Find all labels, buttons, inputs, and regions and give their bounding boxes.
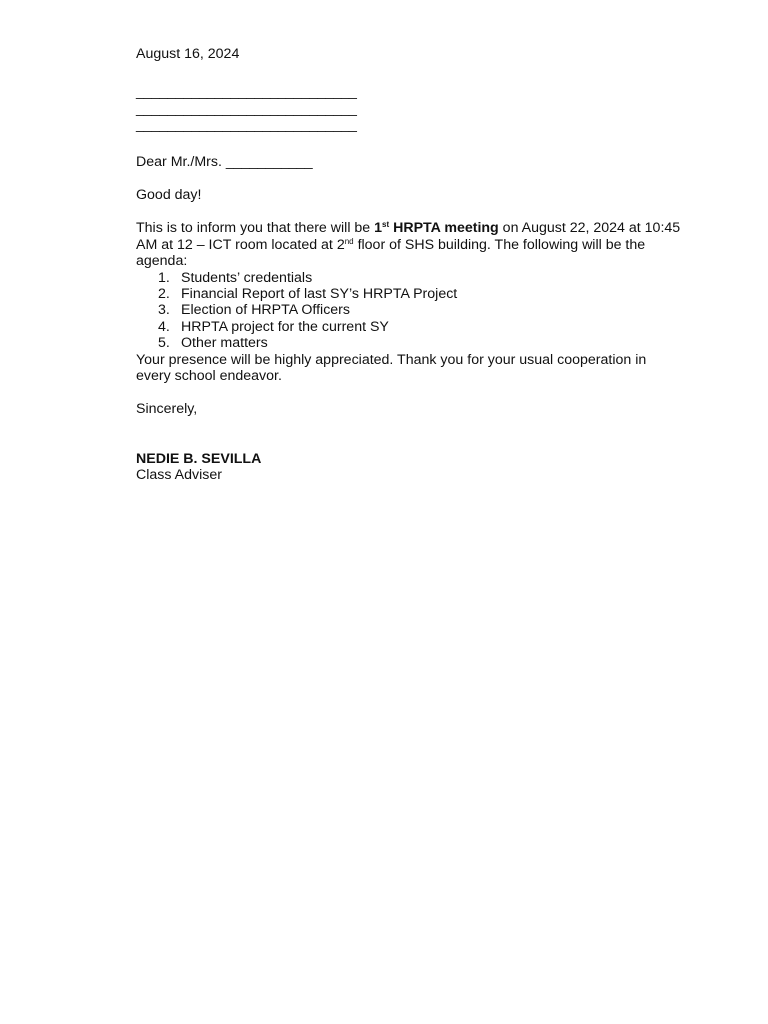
letter-date: August 16, 2024	[136, 46, 240, 62]
list-item	[158, 318, 681, 335]
closing-paragraph: Your presence will be highly appreciated. Thank you for your usual cooperation in every school endeavor.	[136, 351, 647, 384]
body-paragraph	[136, 220, 681, 269]
list-item	[158, 286, 681, 302]
signoff: Sincerely,	[136, 401, 198, 418]
meeting-ordinal	[374, 220, 499, 236]
signer-title: Class Adviser	[136, 467, 222, 484]
agenda-text: Financial Report of last SY’s HRPTA Project	[181, 286, 458, 302]
signer-name: NEDIE B. SEVILLA	[136, 450, 262, 467]
meeting-name: HRPTA meeting	[389, 220, 499, 237]
body-text: floor of SHS building. The following will be the agenda:	[136, 236, 646, 270]
agenda-number: 3.	[158, 302, 170, 319]
agenda-number: 1.	[158, 269, 170, 286]
salutation: Dear Mr./Mrs. ___________	[136, 153, 313, 170]
ordinal-number: 1	[374, 220, 383, 237]
agenda-number: 5.	[158, 335, 170, 352]
address-blank-line: ____________________________	[136, 117, 357, 134]
body-text: on August 22, 2024 at 10:45 AM at 12 – ICT room located at 2	[136, 220, 681, 253]
agenda-number: 2.	[158, 286, 170, 302]
list-item	[158, 269, 681, 286]
greeting: Good day!	[136, 186, 202, 203]
agenda-text: Other matters	[181, 335, 268, 352]
floor-suffix: nd	[344, 236, 354, 246]
recipient-address-block	[136, 84, 681, 133]
list-item	[158, 335, 681, 352]
address-blank-line: ____________________________	[136, 84, 357, 101]
agenda-text: HRPTA project for the current SY	[181, 318, 389, 335]
agenda-number: 4.	[158, 318, 170, 335]
ordinal-suffix: st	[382, 220, 390, 230]
agenda-text: Election of HRPTA Officers	[181, 302, 350, 319]
body-text: This is to inform you that there will be	[136, 220, 375, 237]
agenda-list	[136, 270, 681, 352]
letter-page	[136, 46, 681, 484]
list-item	[158, 302, 681, 319]
agenda-text: Students’ credentials	[181, 269, 313, 286]
address-blank-line: ____________________________	[136, 100, 357, 117]
